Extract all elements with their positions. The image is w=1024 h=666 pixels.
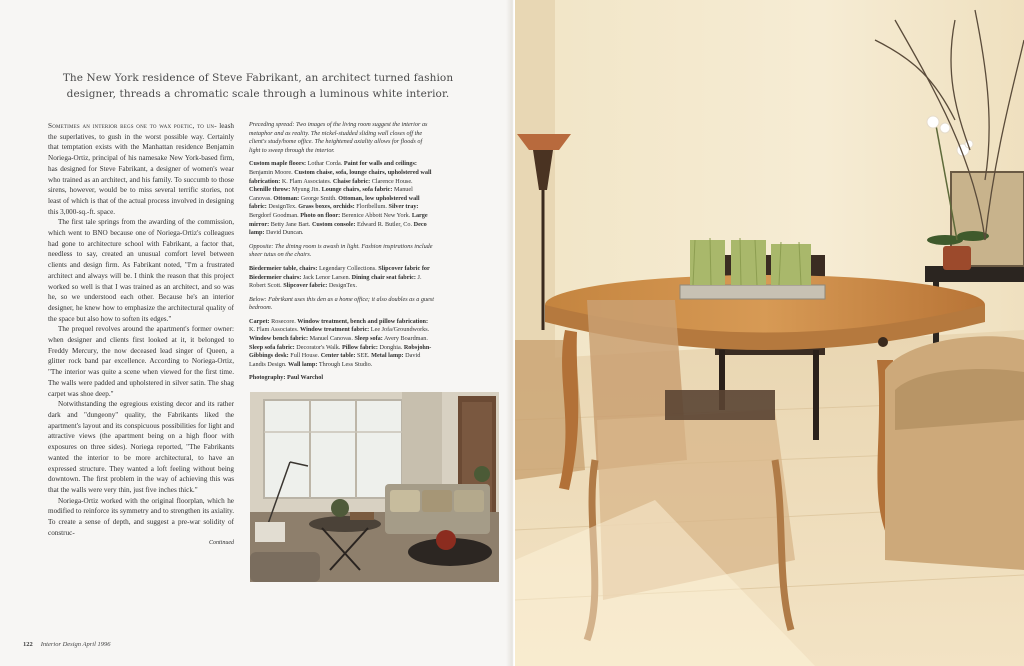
credit-source: Manuel Canovas. bbox=[308, 335, 355, 343]
caption-preceding-spread: Preceding spread: Two images of the living room suggest the interior as metaphor and as reality. The nickel-studded sliding wall closes off the client's study/home office. The heightened axiality allows for floods of light to sweep through the interior. bbox=[249, 121, 428, 154]
den-photo bbox=[250, 392, 499, 582]
credit-source: Myung Jin. bbox=[290, 186, 322, 194]
credit-source: David Landis Design. bbox=[249, 352, 421, 368]
credit-source: Clarence House. bbox=[370, 177, 413, 185]
photography-label: Photography: bbox=[249, 374, 286, 382]
credit-source: Avery Boardman. bbox=[382, 335, 428, 343]
credit-label: Ottoman, low upholstered wall fabric: bbox=[249, 194, 420, 211]
body-paragraph-1 bbox=[48, 121, 234, 217]
publication-line: Interior Design April 1996 bbox=[40, 641, 111, 648]
credit-source: SEE. bbox=[355, 352, 372, 360]
credit-label: Carpet: bbox=[249, 317, 270, 325]
credit-source: Betty Jane Bart. bbox=[269, 220, 312, 228]
credit-label: Custom chaise, sofa, lounge chairs, upholstered wall fabrication: bbox=[249, 168, 432, 185]
captions-column bbox=[249, 121, 435, 383]
credit-source: George Smith. bbox=[299, 194, 339, 202]
body-paragraph-3: The prequel revolves around the apartment's former owner: when designer and clients first looked at it, it belonged to Freddy Mercury, the now deceased lead singer of Queen, a glitter rock band par excellence. According to Noriega-Ortiz, "The interior was quite a scene when viewed for the first time. The walls were padded and upholstered in silver satin. The shag carpet was shoe deep." bbox=[48, 325, 234, 398]
credit-label: Chaise fabric: bbox=[332, 177, 371, 185]
credits-dining-room bbox=[249, 265, 435, 291]
credit-source: Through Less Studio. bbox=[317, 360, 373, 368]
credit-label: Grass boxes, orchids: bbox=[298, 203, 355, 211]
folio bbox=[23, 641, 111, 648]
credit-label: Large mirror: bbox=[249, 211, 428, 228]
credit-source: K. Flam Associates. bbox=[280, 177, 333, 185]
credit-label: Paint for walls and ceilings: bbox=[343, 160, 417, 168]
credit-source: Lothar Corda. bbox=[306, 160, 344, 168]
credit-source: Berenice Abbott New York. bbox=[340, 211, 412, 219]
credit-label: Biedermeier table, chairs: bbox=[249, 264, 318, 272]
credits-living-room bbox=[249, 160, 435, 237]
credit-label: Wall lamp: bbox=[288, 360, 318, 368]
lede: Sometimes an interior begs one to wax poetic, to un- bbox=[48, 122, 217, 130]
credit-source: Lee Jofa/Groundworks. bbox=[369, 326, 430, 334]
credit-label: Window treatment fabric: bbox=[300, 326, 370, 334]
credit-source: Donghia. bbox=[377, 343, 404, 351]
photography-credit bbox=[249, 374, 435, 383]
credit-source: Benjamin Moore. bbox=[249, 168, 295, 176]
credit-source: Decorator's Walk. bbox=[294, 343, 342, 351]
credit-label: Custom maple floors: bbox=[249, 160, 307, 168]
credit-label: Custom console: bbox=[311, 220, 356, 228]
dining-room-photo bbox=[515, 0, 1024, 666]
credit-label: Sleep sofa: bbox=[354, 335, 383, 343]
credit-label: Window treatment, bench and pillow fabrication: bbox=[297, 317, 429, 325]
page-number: 122 bbox=[23, 641, 33, 648]
credit-label: Window bench fabric: bbox=[249, 335, 309, 343]
credit-label: Dining chair seat fabric: bbox=[351, 273, 416, 281]
credit-label: Deco lamp: bbox=[249, 220, 427, 237]
credits-den bbox=[249, 318, 435, 370]
article-deck: The New York residence of Steve Fabrikant, an architect turned fashion designer, threads a chromatic scale through a luminous white interior. bbox=[62, 72, 454, 100]
credit-label: Pillow fabric: bbox=[341, 343, 378, 351]
credit-label: Lounge chairs, sofa fabric: bbox=[321, 186, 393, 194]
credit-source: Jack Lenor Larsen. bbox=[301, 273, 352, 281]
credit-source: Bergdorf Goodman. bbox=[249, 211, 301, 219]
caption-opposite: Opposite: The dining room is awash in light. Fashion inspirations include sheer tutus on the chairs. bbox=[249, 242, 433, 259]
caption-below: Below: Fabrikant uses this den as a home office; it also doubles as a guest bedroom. bbox=[249, 295, 434, 312]
continued-label: Continued bbox=[209, 540, 234, 547]
credit-label: Slipcover fabric: bbox=[283, 282, 328, 290]
credit-source: Edward R. Butler, Co. bbox=[355, 220, 414, 228]
body-paragraph-1-text: leash the superlatives, to gush in the worst possible way. Certainly that temptation exists with the Manhattan residence Benjamin Noriega-Ortiz, principal of his namesake New York-based firm, has designed for Steve Fabrikant, a designer of women's wear who trained as an architect, and his family. To succumb to those sirens, however, would be to miss several terrific stories, not least of which is that of the actual process involved in designing this 3,000-sq.-ft. space. bbox=[48, 122, 234, 216]
credit-source: DesignTex. bbox=[327, 282, 358, 290]
credit-source: Full House. bbox=[288, 352, 321, 360]
body-paragraph-5: Noriega-Ortiz worked with the original floorplan, which he modified to reinforce its symmetry and to strengthen its axiality. To create a sense of depth, and suggest a pre-war solidity of construc- bbox=[48, 496, 234, 537]
credit-label: Ottoman: bbox=[273, 194, 300, 202]
credit-label: Slipcover fabric for Biedermeier chairs: bbox=[249, 264, 430, 281]
body-paragraph-2: The first tale springs from the awarding of the commission, which went to BNO because one of Noriega-Ortiz's colleagues had gone to architecture school with Fabrikant, a factor that, needless to say, created an unusual comfort level between clients and design firm. As Fabrikant noted, "I'm a frustrated architect and always will be. I think the reason that this project worked so well is that I was trained as an architect, and so was he, so we understood each other. Because he's an interior designer, he knew how to emphasize the architectural quality of the space but also how to soften its edges." bbox=[48, 218, 234, 323]
credit-source: Manuel Canovas. bbox=[249, 186, 413, 202]
credit-source: DesignTex. bbox=[266, 203, 299, 211]
credit-label: Center table: bbox=[320, 352, 356, 360]
body-paragraph-4: Notwithstanding the egregious existing decor and its rather dark and "dungeony" quality, the Fabrikants liked the apartment's layout and its conspicuous possibilities for light and attractive views (the apartment being on a high floor with exposures on three sides). Noriega reported, "The Fabrikants wanted the interior to be more architectural, to have an expressed structure. They wanted a loft feeling without being downtown. The first problem in the way of achieving this was that the walls were very thin, just five inches thick." bbox=[48, 400, 234, 494]
body-column-1 bbox=[48, 121, 234, 593]
credit-source: K. Flam Associates. bbox=[249, 326, 301, 334]
credit-label: Robsjohn-Gibbings desk: bbox=[249, 343, 432, 360]
den-photo-illustration bbox=[250, 392, 499, 582]
credit-source: Legendary Collections. bbox=[317, 264, 379, 272]
credit-label: Metal lamp: bbox=[371, 352, 404, 360]
credit-source: David Duncan. bbox=[264, 229, 304, 237]
credit-label: Photo on floor: bbox=[300, 211, 341, 219]
photographer-name: Paul Warchol bbox=[287, 374, 324, 382]
credit-label: Chenille throw: bbox=[249, 186, 291, 194]
credit-label: Silver tray: bbox=[388, 203, 419, 211]
dining-room-illustration bbox=[515, 0, 1024, 666]
credit-source: Rosecore. bbox=[269, 317, 298, 325]
credit-source: J. Robert Scott. bbox=[249, 273, 422, 290]
credit-source: Floribellum. bbox=[354, 203, 389, 211]
credit-label: Sleep sofa fabric: bbox=[249, 343, 295, 351]
